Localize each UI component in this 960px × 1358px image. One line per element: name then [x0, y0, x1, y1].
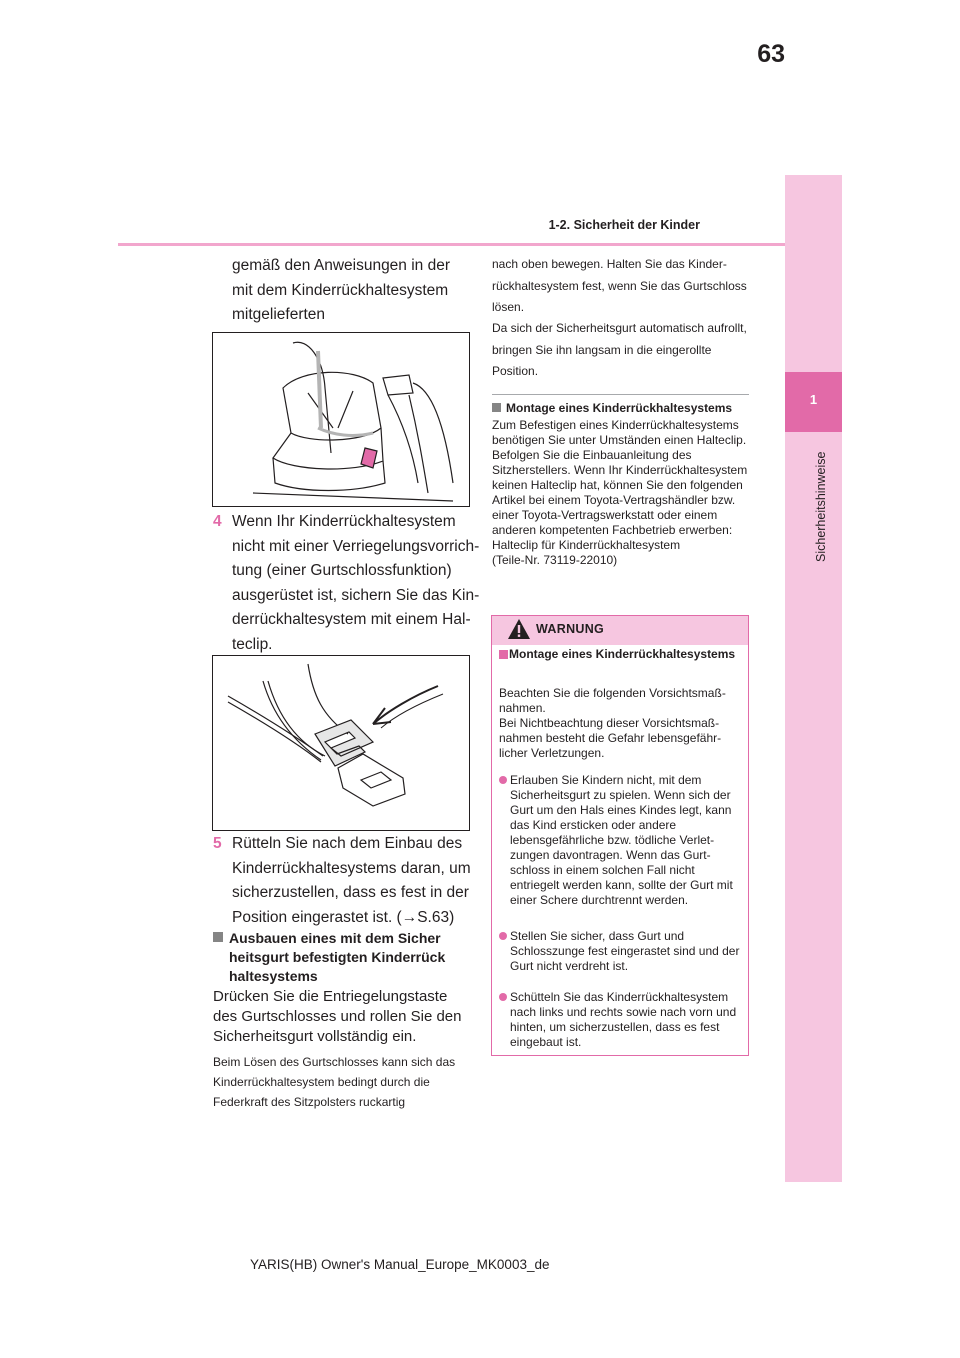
chapter-number: 1 — [809, 392, 818, 407]
step-5-text: Rütteln Sie nach dem Einbau des Kinderrückhaltesystems daran, um sicherzustellen, dass es fest in der Position eingerastet ist. (→S.63) — [232, 835, 471, 926]
section-title: 1-2. Sicherheit der Kinder — [548, 218, 700, 232]
header-rule — [118, 243, 786, 246]
step-4 — [213, 510, 483, 653]
warning-bullet-text: Erlauben Sie Kindern nicht, mit dem Sicherheitsgurt zu spielen. Wenn sich der Gurt um den Hals eines Kindes legt, kann das Kind ersticken oder andere lebensgefährliche bzw. tödliche Verletzungen davontragen. Wenn das Gurtschloss in einem solchen Fall nicht entriegelt werden kann, sollte der Gurt mit einer Schere durchtrennt werden. — [510, 773, 733, 907]
bullet-dot-icon — [499, 932, 507, 940]
warning-bullet-text: Stellen Sie sicher, dass Gurt und Schlosszunge fest eingerastet sind und der Gurt nicht verdreht ist. — [510, 929, 740, 973]
remove-heading-line1: Ausbauen eines mit dem Sicher — [229, 930, 441, 946]
warning-bullet-2 — [499, 929, 744, 974]
mount-body — [492, 418, 757, 568]
section-divider — [492, 394, 749, 395]
continuation-paragraph-1: nach oben bewegen. Halten Sie das Kinderrückhaltesystem fest, wenn Sie das Gurtschloss lösen. — [492, 257, 747, 314]
step-4-number: 4 — [213, 513, 222, 530]
chapter-label-text: Sicherheitshinweise — [814, 451, 828, 562]
step-5-number: 5 — [213, 835, 222, 852]
warning-subheading — [499, 647, 739, 662]
page-number: 63 — [757, 40, 785, 68]
intro-paragraph: gemäß den Anweisungen in der mit dem Kinderrückhaltesystem mitgelieferten — [232, 257, 451, 323]
footer-text: YARIS(HB) Owner's Manual_Europe_MK0003_de — [250, 1257, 550, 1272]
warning-bullet-1 — [499, 773, 744, 908]
warning-triangle-icon — [507, 618, 531, 640]
step-5 — [213, 832, 483, 932]
heading-square-icon — [213, 932, 223, 942]
chapter-label — [800, 438, 830, 568]
warning-bullet-3 — [499, 990, 744, 1050]
warning-subheading-text: Montage eines Kinderrückhaltesystems — [509, 647, 736, 661]
mount-heading-text: Montage eines Kinderrückhaltesystems — [506, 401, 733, 415]
bullet-dot-icon — [499, 776, 507, 784]
clip-drawing — [213, 656, 469, 830]
warning-square-icon — [499, 650, 508, 659]
heading-square-icon — [492, 403, 501, 412]
child-seat-drawing — [213, 333, 469, 506]
warning-bullet-text: Schütteln Sie das Kinderrückhaltesystem nach links und rechts sowie nach vorn und hinten, um sicherzustellen, dass es fest eingebaut ist. — [510, 990, 737, 1049]
remove-body: Drücken Sie die Entriegelungstaste des Gurtschlosses und rollen Sie den Sicherheitsgurt vollständig ein. — [213, 988, 462, 1045]
continuation-paragraph-2: Da sich der Sicherheitsgurt automatisch aufrollt, bringen Sie ihn langsam in die eingerollte Position. — [492, 321, 747, 378]
clip-illustration — [212, 655, 470, 831]
remove-heading — [213, 929, 468, 986]
warning-title: WARNUNG — [536, 622, 605, 636]
chapter-side-tab — [785, 175, 842, 1182]
step-4-text: Wenn Ihr Kinderrückhaltesystem nicht mit einer Verriegelungsvorrichtung (einer Gurtschlossfunktion) ausgerüstet ist, sichern Sie das Kinderrückhaltesystem mit einem Halteclip. — [232, 513, 480, 653]
mount-body-text: Zum Befestigen eines Kinderrückhaltesystems benötigen Sie unter Umständen einen Halteclip. Befolgen Sie die Einbauanleitung des Sitzherstellers. Wenn Ihr Kinderrückhaltesystem keinen Halteclip hat, können Sie den folgenden Artikel bei einem Toyota-Vertragshändler bzw. einer Toyota-Vertragswerkstatt oder einem anderen kompetenten Fachbetrieb erwerben: Halteclip für Kinderrückhaltesystem — [492, 418, 748, 552]
mount-heading — [492, 399, 754, 417]
remove-note: Beim Lösen des Gurtschlosses kann sich das Kinderrückhaltesystem bedingt durch die Federkraft des Sitzpolsters ruckartig — [213, 1055, 456, 1109]
child-seat-illustration — [212, 332, 470, 507]
mount-part-number: (Teile-Nr. 73119-22010) — [492, 553, 618, 567]
remove-heading-line2: heitsgurt befestigten Kinderrück — [229, 949, 446, 965]
remove-heading-line3: haltesystems — [229, 968, 318, 984]
bullet-dot-icon — [499, 993, 507, 1001]
warning-intro: Beachten Sie die folgenden Vorsichtsmaßnahmen. Bei Nichtbeachtung dieser Vorsichtsmaßnahmen besteht die Gefahr lebensgefährlicher Verletzungen. — [499, 686, 726, 760]
